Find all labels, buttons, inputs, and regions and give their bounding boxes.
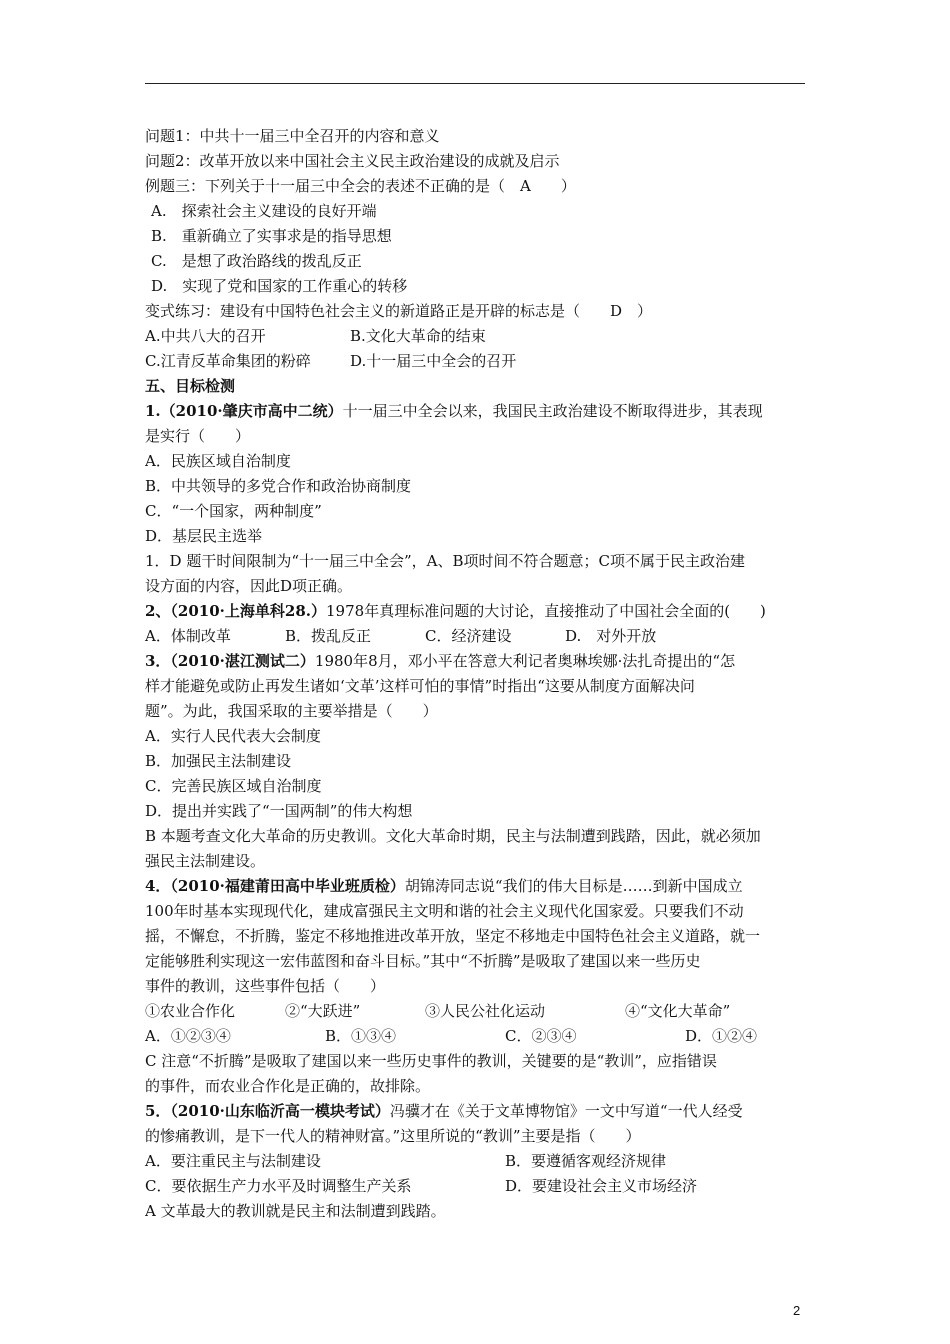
problem-1-option-a: A．民族区域自治制度: [145, 452, 291, 470]
problem-4-items: [145, 999, 807, 1024]
problem-2-option-d: D. 对外开放: [565, 627, 657, 645]
problem-4-option-a: A．①②③④: [145, 1027, 231, 1045]
problem-3-text-3: 题”。为此，我国采取的主要举措是（ ）: [145, 702, 438, 720]
problem-3-option-b: B．加强民主法制建设: [145, 752, 292, 770]
document-body: [145, 124, 807, 1224]
problem-3-text: 1980年8月，邓小平在答意大利记者奥琳埃娜·法扎奇提出的“怎: [314, 652, 736, 670]
problem-4-stem: [145, 874, 807, 899]
variant-exercise: 变式练习：建设有中国特色社会主义的新道路正是开辟的标志是（ D ）: [145, 302, 653, 320]
problem-1-option-c: C．“一个国家，两种制度”: [145, 502, 322, 520]
problem-5-source: 5．（2010·山东临沂高一模块考试）: [145, 1102, 390, 1120]
problem-3-answer: B 本题考查文化大革命的历史教训。文化大革命时期，民主与法制遭到践踏，因此，就必须加: [145, 827, 761, 845]
problem-5-option-c: C．要依据生产力水平及时调整生产关系: [145, 1177, 412, 1195]
problem-2-stem: [145, 599, 807, 624]
problem-4-text: 胡锦涛同志说“我们的伟大目标是……到新中国成立: [404, 877, 743, 895]
variant-options-row-1: [145, 324, 807, 349]
problem-4-option-c: C．②③④: [505, 1027, 577, 1045]
problem-1-text: 十一届三中全会以来，我国民主政治建设不断取得进步，其表现: [342, 402, 763, 420]
problem-4-source: 4．（2010·福建莆田高中毕业班质检）: [145, 877, 405, 895]
problem-1-answer-2: 设方面的内容，因此D项正确。: [145, 577, 353, 595]
example-3-option-a: A. 探索社会主义建设的良好开端: [151, 202, 377, 220]
problem-4-item-2: ②“大跃进”: [285, 1002, 361, 1020]
problem-4-text-5: 事件的教训，这些事件包括（ ）: [145, 977, 386, 995]
problem-1-answer: 1．D 题干时间限制为“十一届三中全会”，A、B项时间不符合题意；C项不属于民主政治建: [145, 552, 746, 570]
problem-4-answer-2: 的事件，而农业合作化是正确的，故排除。: [145, 1077, 431, 1095]
problem-5-options-row-1: [145, 1149, 807, 1174]
header-rule: [145, 83, 805, 84]
problem-1-stem: [145, 399, 807, 424]
problem-2-options: [145, 624, 807, 649]
problem-4-text-4: 定能够胜利实现这一宏伟蓝图和奋斗目标。”其中“不折腾”是吸取了建国以来一些历史: [145, 952, 701, 970]
problem-4-item-1: ①农业合作化: [145, 1002, 236, 1020]
problem-2-source: 2、（2010·上海单科28.）: [145, 602, 327, 620]
problem-4-option-d: D．①②④: [685, 1027, 758, 1045]
section-heading: 五、目标检测: [145, 377, 236, 395]
variant-option-c: C.江青反革命集团的粉碎: [145, 352, 311, 370]
problem-4-option-b: B．①③④: [325, 1027, 397, 1045]
problem-4-answer: C 注意“不折腾”是吸取了建国以来一些历史事件的教训，关键要的是“教训”，应指错误: [145, 1052, 717, 1070]
problem-1-option-b: B．中共领导的多党合作和政治协商制度: [145, 477, 412, 495]
example-3-option-d: D. 实现了党和国家的工作重心的转移: [151, 277, 408, 295]
problem-1-option-d: D．基层民主选举: [145, 527, 263, 545]
problem-3-text-2: 样才能避免或防止再发生诸如‘文革’这样可怕的事情”时指出“这要从制度方面解决问: [145, 677, 695, 695]
problem-2-option-a: A．体制改革: [145, 627, 231, 645]
problem-2-option-b: B．拨乱反正: [285, 627, 372, 645]
problem-5-answer: A 文革最大的教训就是民主和法制遭到践踏。: [145, 1202, 446, 1220]
problem-3-source: 3．（2010·湛江测试二）: [145, 652, 315, 670]
example-3: 例题三：下列关于十一届三中全会的表述不正确的是（ A ）: [145, 177, 576, 195]
problem-2-text: 1978年真理标准问题的大讨论，直接推动了中国社会全面的( ): [326, 602, 766, 620]
example-3-option-b: B. 重新确立了实事求是的指导思想: [151, 227, 392, 245]
problem-1-text-2: 是实行（ ）: [145, 427, 251, 445]
problem-5-stem: [145, 1099, 807, 1124]
question-2: 问题2：改革开放以来中国社会主义民主政治建设的成就及启示: [145, 152, 560, 170]
problem-5-text: 冯骥才在《关于文革博物馆》一文中写道“一代人经受: [389, 1102, 743, 1120]
variant-option-a: A.中共八大的召开: [145, 327, 266, 345]
problem-5-option-d: D．要建设社会主义市场经济: [505, 1177, 698, 1195]
problem-3-stem: [145, 649, 807, 674]
variant-option-b: B.文化大革命的结束: [350, 327, 486, 345]
problem-3-option-d: D．提出并实践了“一国两制”的伟大构想: [145, 802, 413, 820]
problem-4-text-2: 100年时基本实现现代化，建成富强民主文明和谐的社会主义现代化国家爱。只要我们不动: [145, 902, 744, 920]
problem-5-option-b: B．要遵循客观经济规律: [505, 1152, 667, 1170]
problem-5-options-row-2: [145, 1174, 807, 1199]
problem-2-option-c: C．经济建设: [425, 627, 512, 645]
problem-4-options: [145, 1024, 807, 1049]
problem-3-answer-2: 强民主法制建设。: [145, 852, 266, 870]
problem-5-text-2: 的惨痛教训，是下一代人的精神财富。”这里所说的“教训”主要是指（ ）: [145, 1127, 641, 1145]
problem-5-option-a: A．要注重民主与法制建设: [145, 1152, 321, 1170]
problem-4-item-3: ③人民公社化运动: [425, 1002, 546, 1020]
example-3-option-c: C. 是想了政治路线的拨乱反正: [151, 252, 362, 270]
variant-option-d: D.十一届三中全会的召开: [350, 352, 517, 370]
variant-options-row-2: [145, 349, 807, 374]
question-1: 问题1：中共十一届三中全召开的内容和意义: [145, 127, 440, 145]
problem-4-text-3: 摇，不懈怠，不折腾，鉴定不移地推进改革开放，坚定不移地走中国特色社会主义道路，就一: [145, 927, 761, 945]
problem-1-source: 1.（2010·肇庆市高中二统）: [145, 402, 343, 420]
problem-3-option-c: C．完善民族区域自治制度: [145, 777, 322, 795]
problem-3-option-a: A．实行人民代表大会制度: [145, 727, 321, 745]
page-number: 2: [793, 1303, 801, 1318]
problem-4-item-4: ④“文化大革命”: [625, 1002, 731, 1020]
